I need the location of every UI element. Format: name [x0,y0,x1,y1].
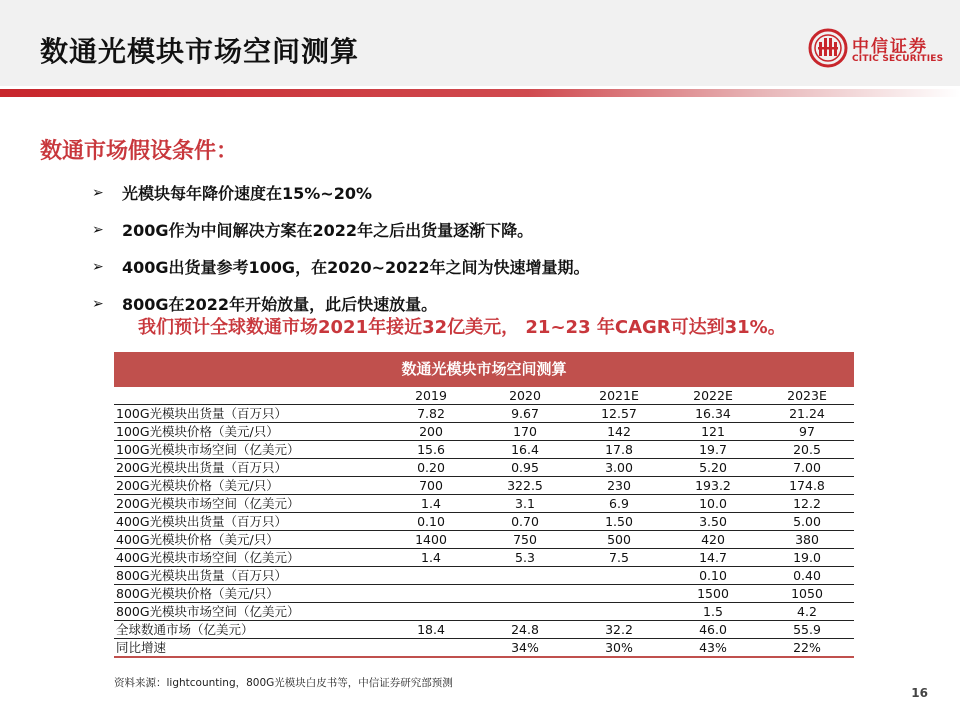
value-cell: 12.2 [760,495,854,513]
row-label-cell: 同比增速 [114,639,384,658]
column-header: 2021E [572,387,666,405]
value-cell: 7.5 [572,549,666,567]
column-header [114,387,384,405]
value-cell: 19.0 [760,549,854,567]
arrow-bullet-icon: ➢ [92,258,104,275]
value-cell [384,585,478,603]
value-cell: 15.6 [384,441,478,459]
value-cell: 0.70 [478,513,572,531]
list-item [92,248,590,285]
arrow-bullet-icon: ➢ [92,221,104,238]
value-cell: 18.4 [384,621,478,639]
bullet-text: 400G出货量参考100G，在2020~2022年之间为快速增量期。 [122,258,590,277]
value-cell: 380 [760,531,854,549]
table-row [114,423,854,441]
arrow-bullet-icon: ➢ [92,184,104,201]
column-header: 2020 [478,387,572,405]
citic-emblem-icon [808,28,848,68]
table-row [114,585,854,603]
conclusion-text: 我们预计全球数通市场2021年接近32亿美元， 21~23 年CAGR可达到31%。 [138,317,786,338]
value-cell: 193.2 [666,477,760,495]
value-cell: 43% [666,639,760,658]
row-label-cell: 400G光模块出货量（百万只） [114,513,384,531]
row-label-cell: 800G光模块市场空间（亿美元） [114,603,384,621]
value-cell: 170 [478,423,572,441]
value-cell: 21.24 [760,405,854,423]
value-cell: 420 [666,531,760,549]
table-row [114,513,854,531]
value-cell: 24.8 [478,621,572,639]
value-cell: 5.3 [478,549,572,567]
bullet-text: 800G在2022年开始放量，此后快速放量。 [122,295,438,314]
table-body [114,405,854,658]
value-cell: 230 [572,477,666,495]
value-cell: 7.00 [760,459,854,477]
value-cell [478,585,572,603]
table-row [114,639,854,658]
value-cell [572,585,666,603]
value-cell: 174.8 [760,477,854,495]
row-label-cell: 100G光模块市场空间（亿美元） [114,441,384,459]
value-cell: 10.0 [666,495,760,513]
value-cell [478,567,572,585]
value-cell: 3.50 [666,513,760,531]
value-cell [478,603,572,621]
value-cell [384,603,478,621]
value-cell: 46.0 [666,621,760,639]
value-cell: 16.4 [478,441,572,459]
value-cell: 1.4 [384,495,478,513]
value-cell: 1.5 [666,603,760,621]
row-label-cell: 100G光模块出货量（百万只） [114,405,384,423]
page-number: 16 [911,686,928,700]
table-row [114,549,854,567]
value-cell: 142 [572,423,666,441]
value-cell: 1.50 [572,513,666,531]
row-label-cell: 400G光模块价格（美元/只） [114,531,384,549]
value-cell: 1.4 [384,549,478,567]
row-label-cell: 100G光模块价格（美元/只） [114,423,384,441]
table-header-row [114,387,854,405]
row-label-cell: 800G光模块出货量（百万只） [114,567,384,585]
logo-english-name: CITIC SECURITIES [852,54,944,64]
table-title: 数通光模块市场空间测算 [114,352,854,387]
value-cell: 17.8 [572,441,666,459]
row-label-cell: 200G光模块价格（美元/只） [114,477,384,495]
value-cell: 20.5 [760,441,854,459]
value-cell: 32.2 [572,621,666,639]
value-cell: 1400 [384,531,478,549]
value-cell: 4.2 [760,603,854,621]
list-item [92,211,590,248]
value-cell: 16.34 [666,405,760,423]
slide-title: 数通光模块市场空间测算 [40,35,360,68]
value-cell: 55.9 [760,621,854,639]
value-cell: 19.7 [666,441,760,459]
table-row [114,459,854,477]
value-cell: 97 [760,423,854,441]
value-cell: 322.5 [478,477,572,495]
table-row [114,441,854,459]
table-row [114,567,854,585]
value-cell: 121 [666,423,760,441]
table-row [114,531,854,549]
column-header: 2019 [384,387,478,405]
value-cell: 14.7 [666,549,760,567]
header-divider [0,89,960,97]
value-cell: 30% [572,639,666,658]
value-cell: 500 [572,531,666,549]
value-cell: 1500 [666,585,760,603]
row-label-cell: 800G光模块价格（美元/只） [114,585,384,603]
source-note: 资料来源：lightcounting，800G光模块白皮书等，中信证券研究部预测 [114,677,453,689]
row-label-cell: 400G光模块市场空间（亿美元） [114,549,384,567]
value-cell: 6.9 [572,495,666,513]
value-cell: 3.00 [572,459,666,477]
table-row [114,405,854,423]
value-cell: 5.00 [760,513,854,531]
bullet-text: 200G作为中间解决方案在2022年之后出货量逐渐下降。 [122,221,534,240]
assumptions-list [92,174,590,322]
value-cell: 12.57 [572,405,666,423]
value-cell: 9.67 [478,405,572,423]
bullet-text: 光模块每年降价速度在15%~20% [122,184,373,203]
citic-logo [808,28,948,68]
value-cell: 0.40 [760,567,854,585]
value-cell [572,567,666,585]
value-cell: 0.95 [478,459,572,477]
assumptions-heading: 数通市场假设条件： [40,139,239,164]
data-table [114,387,854,658]
row-label-cell: 200G光模块出货量（百万只） [114,459,384,477]
column-header: 2023E [760,387,854,405]
list-item [92,174,590,211]
row-label-cell: 200G光模块市场空间（亿美元） [114,495,384,513]
market-table [114,352,854,658]
column-header: 2022E [666,387,760,405]
row-label-cell: 全球数通市场（亿美元） [114,621,384,639]
value-cell: 3.1 [478,495,572,513]
value-cell: 22% [760,639,854,658]
logo-chinese-name: 中信证券 [852,37,928,57]
value-cell: 5.20 [666,459,760,477]
value-cell: 0.10 [384,513,478,531]
value-cell: 34% [478,639,572,658]
value-cell: 0.20 [384,459,478,477]
value-cell: 1050 [760,585,854,603]
value-cell: 0.10 [666,567,760,585]
value-cell [572,603,666,621]
arrow-bullet-icon: ➢ [92,295,104,312]
table-row [114,477,854,495]
value-cell: 700 [384,477,478,495]
value-cell: 7.82 [384,405,478,423]
value-cell [384,567,478,585]
table-row [114,603,854,621]
table-row [114,621,854,639]
value-cell [384,639,478,658]
table-row [114,495,854,513]
value-cell: 200 [384,423,478,441]
value-cell: 750 [478,531,572,549]
